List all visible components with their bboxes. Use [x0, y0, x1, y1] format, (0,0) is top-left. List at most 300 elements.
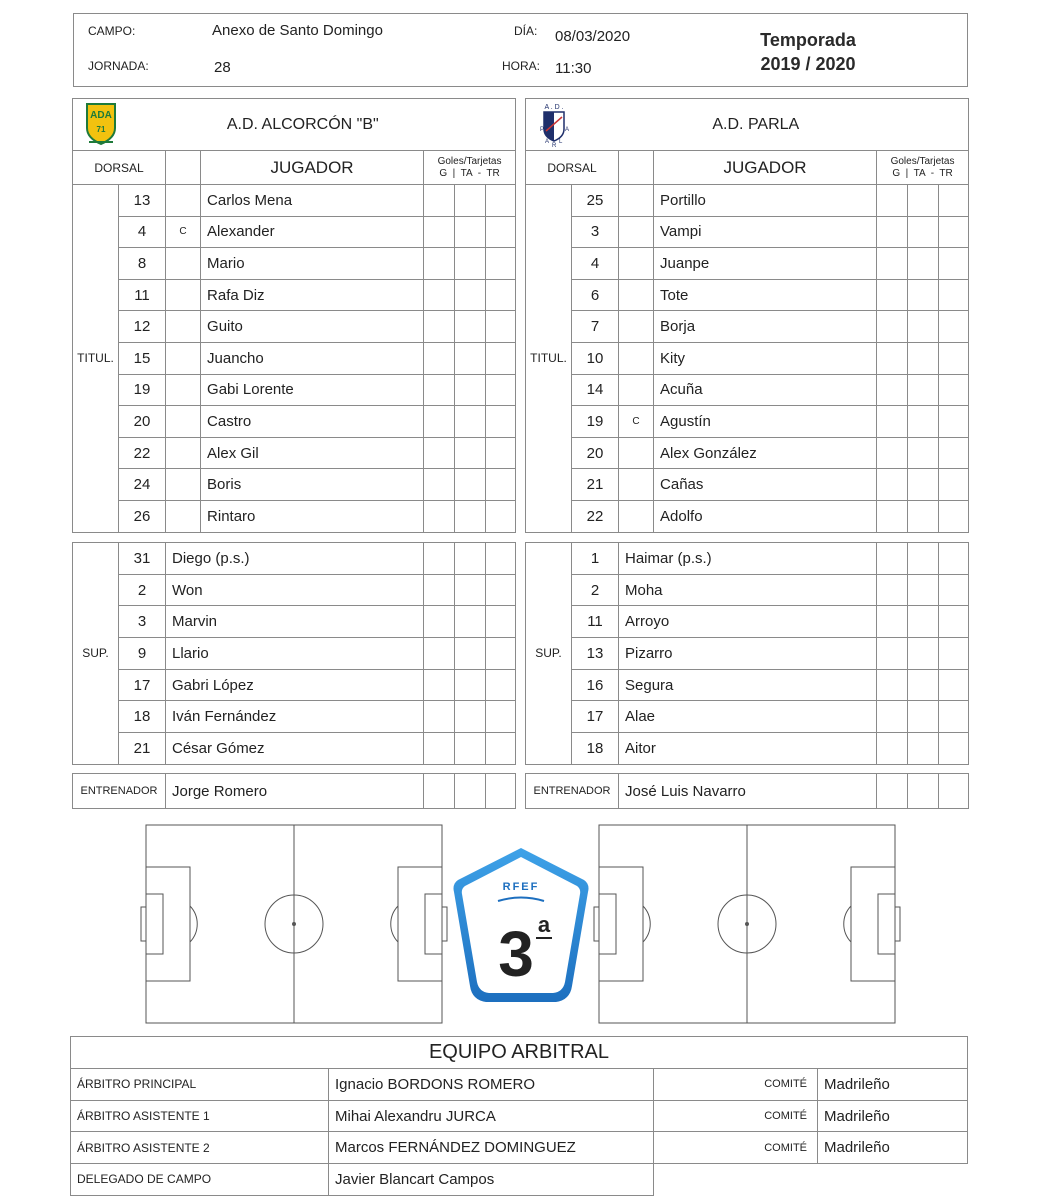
table-row	[526, 342, 969, 374]
player-name: Borja	[654, 311, 877, 343]
captain-mark	[619, 279, 654, 311]
player-number: 26	[119, 500, 166, 532]
season-years: 2019 / 2020	[760, 54, 856, 74]
red-card-cell	[939, 342, 969, 374]
table-row	[73, 374, 516, 406]
captain-mark	[619, 185, 654, 217]
yellow-card-cell	[908, 469, 939, 501]
referee-rows	[71, 1069, 968, 1196]
yellow-card-cell	[908, 374, 939, 406]
red-card-cell	[939, 248, 969, 280]
table-row	[526, 216, 969, 248]
player-number: 21	[119, 733, 166, 765]
coach-tr-cell	[939, 774, 969, 809]
coach-name: Jorge Romero	[166, 774, 424, 809]
player-name: Acuña	[654, 374, 877, 406]
coach-ta-cell	[908, 774, 939, 809]
goals-cell	[877, 469, 908, 501]
player-name: Kity	[654, 342, 877, 374]
player-name: Pizarro	[619, 638, 877, 670]
red-card-cell	[939, 638, 969, 670]
team-home-subs	[72, 542, 516, 765]
player-number: 14	[572, 374, 619, 406]
red-card-cell	[486, 669, 516, 701]
goals-cell	[877, 500, 908, 532]
team-home-subs-body	[73, 543, 516, 765]
referee-name: Mihai Alexandru JURCA	[329, 1100, 654, 1132]
player-number: 9	[119, 638, 166, 670]
goals-cell	[424, 374, 455, 406]
player-name: Won	[166, 574, 424, 606]
table-row	[526, 279, 969, 311]
g-ta-tr-subheader: G | TA - TR	[439, 167, 500, 179]
table-row	[73, 311, 516, 343]
svg-text:P: P	[540, 127, 545, 133]
red-card-cell	[486, 733, 516, 765]
coach-g-cell	[877, 774, 908, 809]
yellow-card-cell	[908, 248, 939, 280]
table-row	[526, 469, 969, 501]
campo-label: CAMPO:	[88, 24, 136, 38]
player-name: Arroyo	[619, 606, 877, 638]
player-number: 15	[119, 342, 166, 374]
goals-cell	[424, 543, 455, 575]
goals-cell	[877, 437, 908, 469]
red-card-cell	[486, 216, 516, 248]
red-card-cell	[486, 437, 516, 469]
goals-cell	[424, 469, 455, 501]
season-label	[718, 28, 898, 76]
team-home-crest-cell	[73, 99, 201, 151]
yellow-card-cell	[908, 574, 939, 606]
table-row	[526, 311, 969, 343]
goals-cell	[877, 248, 908, 280]
starters-label: TITUL.	[526, 185, 572, 533]
player-number: 17	[119, 669, 166, 701]
team-away-lineup	[525, 98, 969, 533]
starters-label: TITUL.	[73, 185, 119, 533]
table-row	[526, 701, 969, 733]
goles-tarjetas-title: Goles/Tarjetas	[890, 155, 955, 167]
yellow-card-cell	[455, 248, 486, 280]
captain-mark	[166, 500, 201, 532]
player-name: Portillo	[654, 185, 877, 217]
red-card-cell	[486, 342, 516, 374]
table-row	[71, 1069, 968, 1101]
captain-mark: C	[619, 406, 654, 438]
player-name: Guito	[201, 311, 424, 343]
player-number: 13	[119, 185, 166, 217]
captain-mark	[619, 437, 654, 469]
team-away-name: A.D. PARLA	[654, 99, 969, 151]
svg-text:R: R	[552, 143, 557, 149]
table-row	[73, 469, 516, 501]
player-number: 20	[572, 437, 619, 469]
captain-mark	[166, 406, 201, 438]
red-card-cell	[486, 606, 516, 638]
subs-label: SUP.	[526, 543, 572, 765]
player-name: Aitor	[619, 733, 877, 765]
player-name: Castro	[201, 406, 424, 438]
captain-mark	[619, 500, 654, 532]
division-number: 3	[498, 918, 534, 990]
referee-name: Javier Blancart Campos	[329, 1164, 654, 1196]
table-row	[526, 638, 969, 670]
table-row	[526, 185, 969, 217]
player-name: Agustín	[654, 406, 877, 438]
yellow-card-cell	[908, 185, 939, 217]
player-number: 18	[572, 733, 619, 765]
goals-cell	[424, 342, 455, 374]
yellow-card-cell	[455, 374, 486, 406]
goals-cell	[424, 701, 455, 733]
goles-tarjetas-header	[424, 151, 516, 185]
player-name: Adolfo	[654, 500, 877, 532]
goals-cell	[424, 248, 455, 280]
svg-text:ADA: ADA	[90, 110, 112, 121]
yellow-card-cell	[455, 500, 486, 532]
table-row	[71, 1132, 968, 1164]
g-ta-tr-subheader: G | TA - TR	[892, 167, 953, 179]
goals-cell	[877, 733, 908, 765]
yellow-card-cell	[908, 437, 939, 469]
coach-label: ENTRENADOR	[73, 774, 166, 809]
red-card-cell	[939, 311, 969, 343]
goals-cell	[424, 669, 455, 701]
table-row	[73, 733, 516, 765]
red-card-cell	[939, 216, 969, 248]
player-number: 2	[572, 574, 619, 606]
pitch-diagram-right	[591, 822, 903, 1026]
goals-cell	[424, 311, 455, 343]
goals-cell	[877, 638, 908, 670]
table-row	[73, 669, 516, 701]
coach-tr-cell	[486, 774, 516, 809]
player-name: Moha	[619, 574, 877, 606]
red-card-cell	[486, 543, 516, 575]
goles-tarjetas-title: Goles/Tarjetas	[437, 155, 502, 167]
goals-cell	[877, 311, 908, 343]
player-number: 17	[572, 701, 619, 733]
division-ordinal: a	[537, 912, 551, 937]
red-card-cell	[486, 279, 516, 311]
table-row	[71, 1164, 968, 1196]
comite-label: COMITÉ	[654, 1132, 818, 1164]
table-row	[526, 500, 969, 532]
player-number: 3	[119, 606, 166, 638]
player-name: Vampi	[654, 216, 877, 248]
table-row	[73, 638, 516, 670]
captain-mark	[619, 248, 654, 280]
table-row	[526, 543, 969, 575]
yellow-card-cell	[455, 701, 486, 733]
team-away-starters	[526, 185, 969, 533]
team-away-crest-cell	[526, 99, 654, 151]
goals-cell	[424, 638, 455, 670]
red-card-cell	[486, 500, 516, 532]
player-number: 21	[572, 469, 619, 501]
captain-mark	[166, 185, 201, 217]
goals-cell	[877, 279, 908, 311]
player-number: 11	[572, 606, 619, 638]
goals-cell	[424, 279, 455, 311]
table-row	[73, 185, 516, 217]
comite-empty	[654, 1164, 968, 1196]
player-number: 6	[572, 279, 619, 311]
player-number: 7	[572, 311, 619, 343]
captain-mark	[619, 216, 654, 248]
table-row	[71, 1100, 968, 1132]
yellow-card-cell	[455, 733, 486, 765]
yellow-card-cell	[455, 469, 486, 501]
player-number: 18	[119, 701, 166, 733]
red-card-cell	[486, 185, 516, 217]
yellow-card-cell	[455, 543, 486, 575]
dia-value: 08/03/2020	[555, 28, 631, 45]
player-name: Cañas	[654, 469, 877, 501]
comite-value: Madrileño	[818, 1069, 968, 1101]
table-row	[73, 437, 516, 469]
player-name: Juanpe	[654, 248, 877, 280]
team-home-coach	[72, 773, 516, 809]
table-row	[526, 733, 969, 765]
parla-crest-icon	[532, 101, 576, 149]
referee-team-title: EQUIPO ARBITRAL	[71, 1037, 968, 1069]
player-name: Carlos Mena	[201, 185, 424, 217]
goals-cell	[877, 606, 908, 638]
player-name: Rafa Diz	[201, 279, 424, 311]
player-name: Segura	[619, 669, 877, 701]
coach-g-cell	[424, 774, 455, 809]
captain-mark	[619, 374, 654, 406]
table-row	[526, 606, 969, 638]
player-name: Rintaro	[201, 500, 424, 532]
captain-mark	[619, 342, 654, 374]
red-card-cell	[939, 185, 969, 217]
referee-role: ÁRBITRO ASISTENTE 1	[71, 1100, 329, 1132]
red-card-cell	[939, 437, 969, 469]
table-row	[73, 500, 516, 532]
yellow-card-cell	[455, 574, 486, 606]
comite-value: Madrileño	[818, 1132, 968, 1164]
dorsal-header: DORSAL	[73, 151, 166, 185]
yellow-card-cell	[908, 638, 939, 670]
yellow-card-cell	[908, 406, 939, 438]
captain-mark	[166, 279, 201, 311]
svg-text:71: 71	[96, 125, 106, 134]
player-name: Marvin	[166, 606, 424, 638]
referee-role: DELEGADO DE CAMPO	[71, 1164, 329, 1196]
player-number: 3	[572, 216, 619, 248]
red-card-cell	[939, 669, 969, 701]
captain-mark	[166, 437, 201, 469]
captain-mark: C	[166, 216, 201, 248]
jornada-label: JORNADA:	[88, 59, 149, 73]
red-card-cell	[939, 279, 969, 311]
yellow-card-cell	[908, 216, 939, 248]
yellow-card-cell	[455, 669, 486, 701]
goles-tarjetas-header	[877, 151, 969, 185]
player-name: Juancho	[201, 342, 424, 374]
coach-ta-cell	[455, 774, 486, 809]
red-card-cell	[939, 406, 969, 438]
player-name: Boris	[201, 469, 424, 501]
table-row	[73, 406, 516, 438]
team-away-subs-body	[526, 543, 969, 765]
player-name: Alex Gil	[201, 437, 424, 469]
yellow-card-cell	[908, 500, 939, 532]
player-number: 8	[119, 248, 166, 280]
goals-cell	[877, 574, 908, 606]
team-away-coach	[525, 773, 969, 809]
table-row	[526, 406, 969, 438]
captain-mark	[619, 469, 654, 501]
yellow-card-cell	[908, 311, 939, 343]
red-card-cell	[939, 543, 969, 575]
player-name: Mario	[201, 248, 424, 280]
yellow-card-cell	[455, 437, 486, 469]
player-name: Gabri López	[166, 669, 424, 701]
red-card-cell	[486, 469, 516, 501]
red-card-cell	[486, 701, 516, 733]
table-row	[73, 606, 516, 638]
yellow-card-cell	[455, 216, 486, 248]
player-name: Haimar (p.s.)	[619, 543, 877, 575]
season-title: Temporada	[760, 30, 856, 50]
red-card-cell	[939, 374, 969, 406]
jugador-header: JUGADOR	[654, 151, 877, 185]
table-row	[526, 574, 969, 606]
dia-label: DÍA:	[514, 24, 538, 38]
captain-mark	[166, 469, 201, 501]
player-number: 1	[572, 543, 619, 575]
goals-cell	[424, 733, 455, 765]
yellow-card-cell	[455, 185, 486, 217]
red-card-cell	[939, 733, 969, 765]
svg-text:L: L	[559, 139, 563, 145]
dorsal-header: DORSAL	[526, 151, 619, 185]
table-row	[73, 574, 516, 606]
player-number: 19	[572, 406, 619, 438]
svg-text:A: A	[565, 127, 570, 133]
alcorcon-crest-icon	[83, 102, 119, 146]
table-row	[73, 543, 516, 575]
player-name: Gabi Lorente	[201, 374, 424, 406]
table-row	[73, 701, 516, 733]
table-row	[73, 279, 516, 311]
captain-mark	[166, 342, 201, 374]
red-card-cell	[486, 574, 516, 606]
team-home-lineup	[72, 98, 516, 533]
red-card-cell	[939, 574, 969, 606]
player-number: 22	[119, 437, 166, 469]
player-number: 4	[119, 216, 166, 248]
svg-text:A: A	[545, 139, 550, 145]
player-number: 2	[119, 574, 166, 606]
player-name: Alexander	[201, 216, 424, 248]
yellow-card-cell	[455, 406, 486, 438]
yellow-card-cell	[908, 606, 939, 638]
captain-col-header	[619, 151, 654, 185]
goals-cell	[877, 216, 908, 248]
table-row	[73, 216, 516, 248]
player-name: Llario	[166, 638, 424, 670]
player-number: 4	[572, 248, 619, 280]
player-name: César Gómez	[166, 733, 424, 765]
table-row	[73, 342, 516, 374]
goals-cell	[424, 500, 455, 532]
table-row	[526, 248, 969, 280]
goals-cell	[877, 185, 908, 217]
team-away-subs	[525, 542, 969, 765]
goals-cell	[424, 216, 455, 248]
player-name: Diego (p.s.)	[166, 543, 424, 575]
yellow-card-cell	[908, 733, 939, 765]
red-card-cell	[486, 638, 516, 670]
red-card-cell	[486, 406, 516, 438]
rfef-text: RFEF	[502, 881, 540, 893]
goals-cell	[424, 406, 455, 438]
jugador-header: JUGADOR	[201, 151, 424, 185]
table-row	[526, 669, 969, 701]
comite-value: Madrileño	[818, 1100, 968, 1132]
comite-label: COMITÉ	[654, 1069, 818, 1101]
referee-team-table	[70, 1036, 968, 1196]
red-card-cell	[939, 469, 969, 501]
player-number: 12	[119, 311, 166, 343]
player-number: 22	[572, 500, 619, 532]
captain-mark	[166, 311, 201, 343]
player-number: 19	[119, 374, 166, 406]
team-home-starters	[73, 185, 516, 533]
goals-cell	[877, 669, 908, 701]
goals-cell	[877, 543, 908, 575]
hora-value: 11:30	[555, 60, 592, 77]
player-number: 10	[572, 342, 619, 374]
table-row	[526, 374, 969, 406]
yellow-card-cell	[908, 279, 939, 311]
yellow-card-cell	[908, 669, 939, 701]
goals-cell	[424, 574, 455, 606]
yellow-card-cell	[455, 311, 486, 343]
goals-cell	[877, 374, 908, 406]
red-card-cell	[939, 500, 969, 532]
red-card-cell	[486, 248, 516, 280]
pitch-diagram-left	[138, 822, 450, 1026]
coach-name: José Luis Navarro	[619, 774, 877, 809]
goals-cell	[877, 342, 908, 374]
subs-label: SUP.	[73, 543, 119, 765]
player-name: Alae	[619, 701, 877, 733]
jornada-value: 28	[214, 59, 231, 76]
player-name: Iván Fernández	[166, 701, 424, 733]
rfef-tercera-badge-icon	[450, 844, 592, 1010]
coach-label: ENTRENADOR	[526, 774, 619, 809]
comite-label: COMITÉ	[654, 1100, 818, 1132]
yellow-card-cell	[455, 279, 486, 311]
player-name: Tote	[654, 279, 877, 311]
hora-label: HORA:	[502, 59, 541, 73]
goals-cell	[877, 406, 908, 438]
red-card-cell	[939, 606, 969, 638]
player-number: 25	[572, 185, 619, 217]
player-number: 16	[572, 669, 619, 701]
captain-col-header	[166, 151, 201, 185]
player-number: 24	[119, 469, 166, 501]
referee-role: ÁRBITRO PRINCIPAL	[71, 1069, 329, 1101]
red-card-cell	[486, 374, 516, 406]
goals-cell	[424, 185, 455, 217]
